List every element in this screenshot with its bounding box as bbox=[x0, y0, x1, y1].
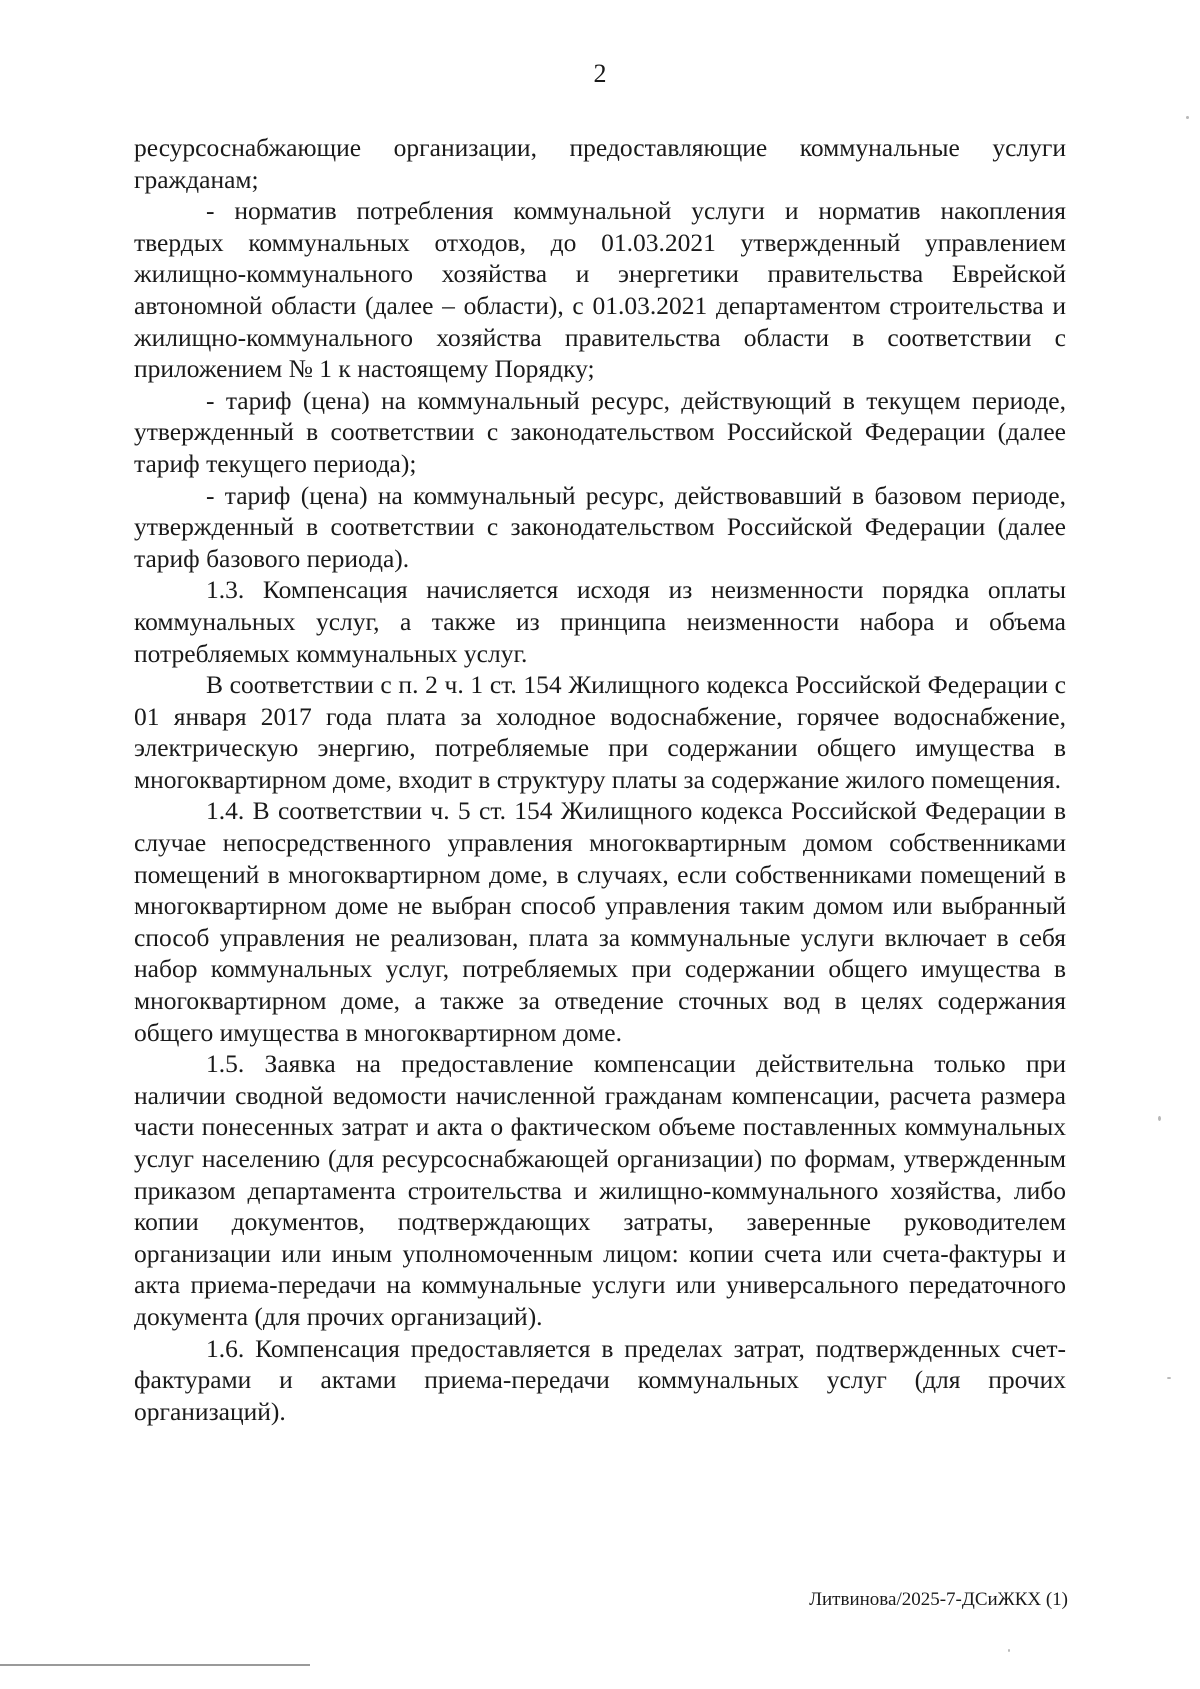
scan-speck bbox=[1158, 1116, 1161, 1121]
document-body bbox=[134, 132, 1066, 1427]
scan-speck bbox=[1167, 1377, 1171, 1379]
paragraph: - норматив потребления коммунальной услуги и норматив накопления твердых коммунальных отходов, до 01.03.2021 утвержденный управлением жилищно-коммунального хозяйства и энергетики правительства Еврейской автономной области (далее – области), с 01.03.2021 департаментом строительства и жилищно-коммунального хозяйства правительства области в соответствии с приложением № 1 к настоящему Порядку; bbox=[134, 196, 1066, 384]
paragraph: - тариф (цена) на коммунальный ресурс, действовавший в базовом периоде, утвержденный в соответствии с законодательством Российской Федерации (далее тариф базового периода). bbox=[134, 480, 1066, 573]
paragraph: В соответствии с п. 2 ч. 1 ст. 154 Жилищного кодекса Российской Федерации с 01 января 2017 года плата за холодное водоснабжение, горячее водоснабжение, электрическую энергию, потребляемые при содержании общего имущества в многоквартирном доме, входит в структуру платы за содержание жилого помещения. bbox=[134, 670, 1066, 794]
scan-speck bbox=[1186, 116, 1189, 119]
paragraph: 1.5. Заявка на предоставление компенсации действительна только при наличии сводной ведомости начисленной гражданам компенсации, расчета размера части понесенных затрат и акта о фактическом объеме поставленных коммунальных услуг населению (для ресурсоснабжающей организации) по формам, утвержденным приказом департамента строительства и жилищно-коммунального хозяйства, либо копии документов, подтверждающих затраты, заверенные руководителем организации или иным уполномоченным лицом: копии счета или счета-фактуры и акта приема-передачи на коммунальные услуги или универсального передаточного документа (для прочих организаций). bbox=[134, 1049, 1066, 1331]
scan-speck bbox=[1008, 1649, 1010, 1652]
paragraph: 1.4. В соответствии ч. 5 ст. 154 Жилищного кодекса Российской Федерации в случае непосредственного управления многоквартирным домом собственниками помещений в многоквартирном доме, в случаях, если собственниками помещений в многоквартирном доме не выбран способ управления таким домом или выбранный способ управления не реализован, плата за коммунальные услуги включает в себя набор коммунальных услуг, потребляемых при содержании общего имущества в многоквартирном доме, а также за отведение сточных вод в целях содержания общего имущества в многоквартирном доме. bbox=[134, 796, 1066, 1047]
paragraph: ресурсоснабжающие организации, предоставляющие коммунальные услуги гражданам; bbox=[134, 133, 1066, 194]
document-registration-code: Литвинова/2025-7-ДСиЖКХ (1) bbox=[809, 1589, 1068, 1610]
paragraph: - тариф (цена) на коммунальный ресурс, действующий в текущем периоде, утвержденный в соответствии с законодательством Российской Федерации (далее тариф текущего периода); bbox=[134, 385, 1066, 478]
page-number: 2 bbox=[593, 59, 607, 88]
scan-edge-line bbox=[0, 1664, 310, 1666]
paragraph: 1.3. Компенсация начисляется исходя из неизменности порядка оплаты коммунальных услуг, а также из принципа неизменности набора и объема потребляемых коммунальных услуг. bbox=[134, 575, 1066, 668]
paragraph: 1.6. Компенсация предоставляется в пределах затрат, подтвержденных счет-фактурами и актами приема-передачи коммунальных услуг (для прочих организаций). bbox=[134, 1333, 1066, 1426]
